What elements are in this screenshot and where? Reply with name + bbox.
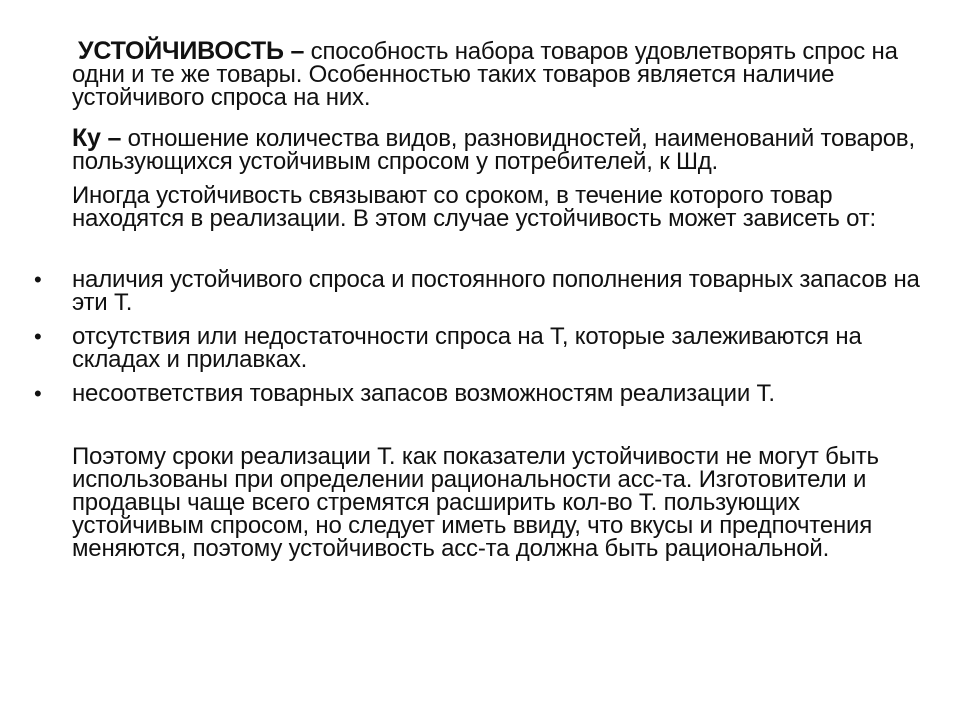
definition-stability-text: способность набора товаров удовлетворять спрос на одни и те же товары. Особенностью таких товаров является наличие устойчивого спроса на них. [72,38,898,111]
list-item-text: отсутствия или недостаточности спроса на Т, которые залеживаются на складах и прилавках. [72,323,862,373]
bullet-icon: • [34,381,42,406]
definition-ku-text: отношение количества видов, разновидностей, наименований товаров, пользующихся устойчивым спросом у потребителей, к Шд. [72,125,915,175]
term-stability: УСТОЙЧИВОСТЬ – [78,37,305,65]
definition-ku [72,124,932,175]
list-item-text: несоответствия товарных запасов возможностям реализации Т. [72,380,775,407]
list-item-text: наличия устойчивого спроса и постоянного пополнения товарных запасов на эти Т. [72,266,920,316]
bullet-icon: • [34,324,42,349]
definition-stability [72,37,932,111]
term-ku: Ку – [72,124,122,152]
conclusion-paragraph: Поэтому сроки реализации Т. как показатели устойчивости не могут быть использованы при определении рациональности асс-та. Изготовители и продавцы чаще всего стремятся расширить кол-во Т. пользующих устойчивым спросом, но следует иметь ввиду, что вкусы и предпочтения меняются, поэтому устойчивость асс-та должна быть рациональной. [72,443,879,562]
intro-paragraph: Иногда устойчивость связывают со сроком, в течение которого товар находятся в реализации. В этом случае устойчивость может зависеть от: [72,182,877,232]
bullet-icon: • [34,267,42,292]
